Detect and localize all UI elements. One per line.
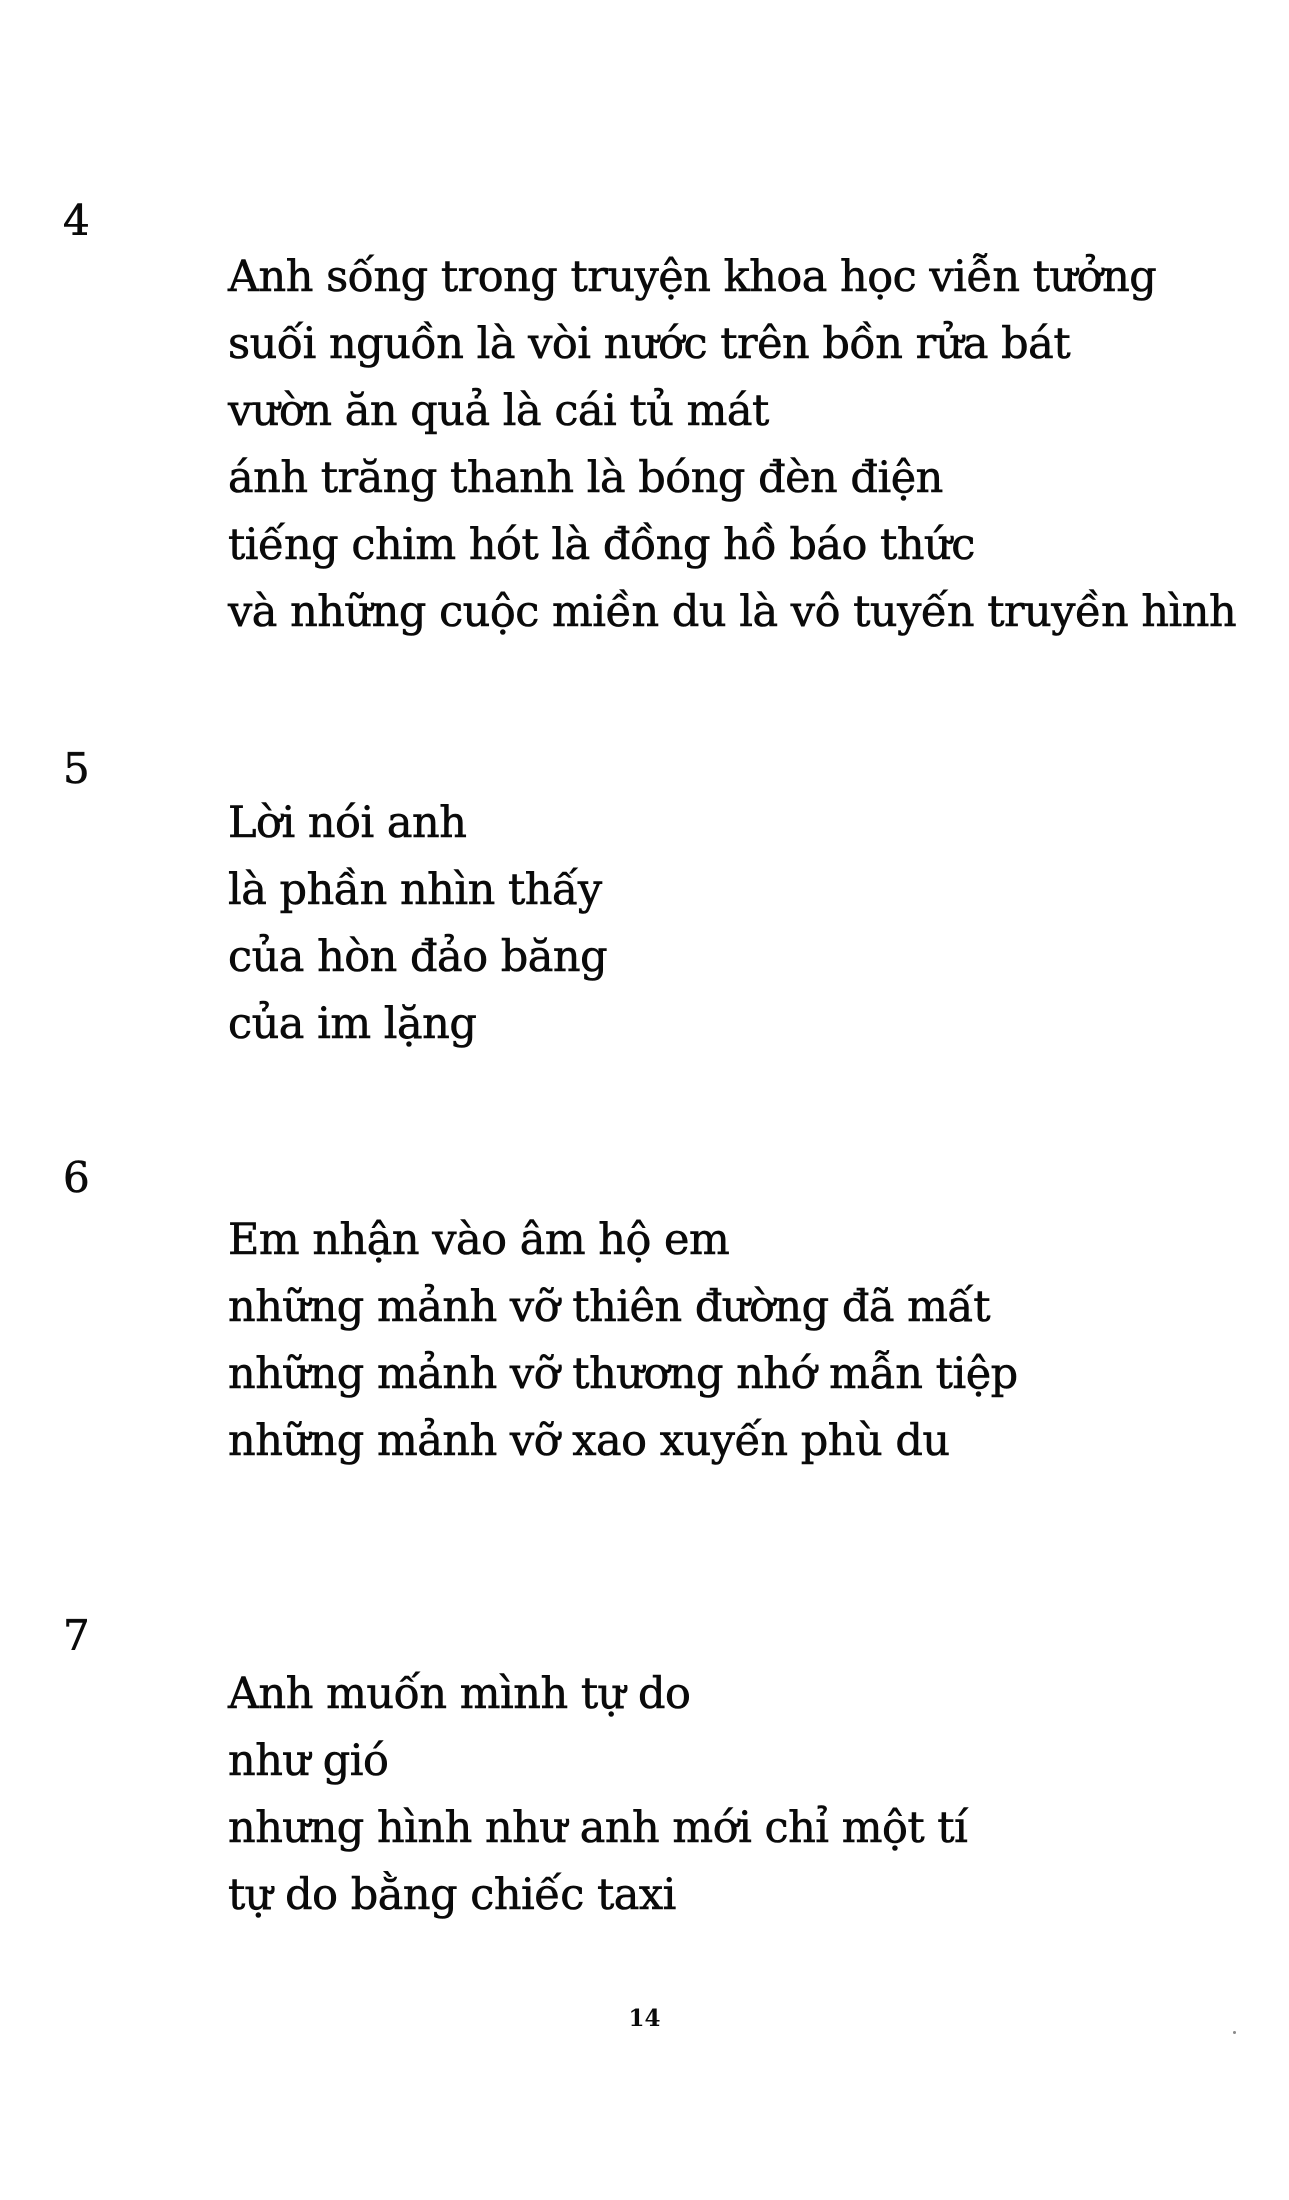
verse-line: tự do bằng chiếc taxi xyxy=(228,1870,676,1920)
verse-line: như gió xyxy=(228,1736,389,1786)
verse-line: tiếng chim hót là đồng hồ báo thức xyxy=(228,520,975,570)
stanza-5 xyxy=(228,790,607,1058)
stanza-7 xyxy=(228,1661,967,1929)
verse-line: của hòn đảo băng xyxy=(228,932,608,982)
verse-line: vườn ăn quả là cái tủ mát xyxy=(228,386,769,436)
verse-line: ánh trăng thanh là bóng đèn điện xyxy=(228,453,943,503)
verse-line: những mảnh vỡ thiên đường đã mất xyxy=(228,1282,991,1332)
stanza-6 xyxy=(228,1207,1018,1475)
stanza-4 xyxy=(228,244,1236,646)
verse-line: những mảnh vỡ xao xuyến phù du xyxy=(228,1416,950,1466)
verse-line: Lời nói anh xyxy=(228,798,467,848)
verse-line: của im lặng xyxy=(228,999,477,1049)
verse-line: Anh muốn mình tự do xyxy=(228,1669,691,1719)
verse-line: và những cuộc miền du là vô tuyến truyền hình xyxy=(228,587,1237,637)
verse-line: những mảnh vỡ thương nhớ mẫn tiệp xyxy=(228,1349,1018,1399)
poem-number-7: 7 xyxy=(63,1611,90,1660)
poem-number-6: 6 xyxy=(63,1153,90,1202)
scan-speck xyxy=(1233,2031,1236,2034)
verse-line: là phần nhìn thấy xyxy=(228,865,602,915)
poem-number-4: 4 xyxy=(63,196,90,245)
page-number: 14 xyxy=(628,2005,661,2032)
verse-line: Em nhận vào âm hộ em xyxy=(228,1215,730,1265)
verse-line: suối nguồn là vòi nước trên bồn rửa bát xyxy=(228,319,1071,369)
poem-number-5: 5 xyxy=(63,744,90,793)
verse-line: nhưng hình như anh mới chỉ một tí xyxy=(228,1803,968,1853)
verse-line: Anh sống trong truyện khoa học viễn tưởng xyxy=(228,252,1157,302)
